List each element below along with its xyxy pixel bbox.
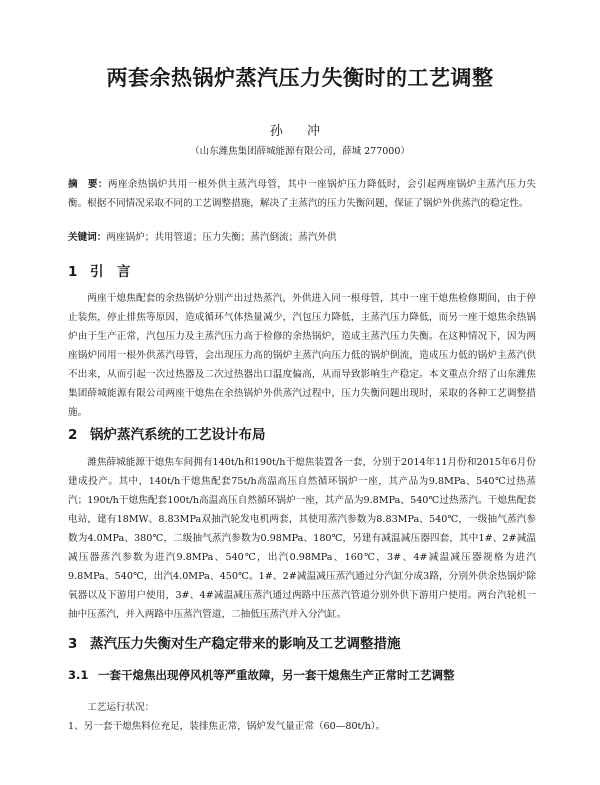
section-2-heading (68, 423, 266, 443)
subsection-number: 3.1 (68, 668, 89, 682)
paper-title: 两套余热锅炉蒸汽压力失衡时的工艺调整 (106, 66, 494, 90)
section-1-body: 两座干熄焦配套的余热锅炉分别产出过热蒸汽，外供进入同一根母管，其中一座干熄焦检修期间，由于停止装焦，停止排焦等原因，造成循环气体热量减少，汽包压力降低，主蒸汽压力降低，而另一座干熄焦余热锅炉由于生产正常，汽包压力及主蒸汽压力高于检修的余热锅炉，造成主蒸汽压力失衡。在这种情况下，因为两座锅炉同用一根外供蒸汽母管，会出现压力高的锅炉主蒸汽向压力低的锅炉倒流，造成压力低的锅炉主蒸汽供不出来，从而引起一次过热器及二次过热器出口温度偏高，从而导致影响生产稳定。本文重点介绍了山东潍焦集团薛城能源有限公司两座干熄焦在余热锅炉外供蒸汽过程中，压力失衡问题出现时，采取的各种工艺调整措施。 (68, 293, 536, 418)
section-title: 引 言 (90, 264, 131, 280)
abstract-text: 两座余热锅炉共用一根外供主蒸汽母管，其中一座锅炉压力降低时，会引起两座锅炉主蒸汽压力失衡。根据不同情况采取不同的工艺调整措施，解决了主蒸汽的压力失衡问题，保证了锅炉外供蒸汽的稳定性。 (68, 179, 537, 209)
keywords (68, 228, 536, 247)
section-title: 蒸汽压力失衡对生产稳定带来的影响及工艺调整措施 (90, 636, 401, 652)
process-status-label: 工艺运行状况： (87, 702, 155, 713)
keywords-text: 两座锅炉；共用管道；压力失衡；蒸汽倒流；蒸汽外供 (106, 232, 337, 243)
abstract (68, 175, 536, 213)
section-number: 2 (68, 427, 78, 443)
section-1-heading (68, 260, 131, 280)
section-3-heading (68, 632, 401, 652)
process-item-1: 1、另一套干熄焦料位充足，装排焦正常，锅炉发气量正常（60—80t/h）。 (68, 721, 386, 732)
section-2-body: 潍焦薛城能源干熄焦车间拥有140t/h和190t/h干熄焦装置各一套，分别于2014年11月份和2015年6月份建成投产。其中，140t/h干熄焦配套75t/h高温高压自然循环锅炉一座，其产品为9.8MPa、540℃过热蒸汽；190t/h干熄焦配套100t/h高温高压自然循环锅炉一座，其产品为9.8MPa、540℃过热蒸汽。干熄焦配套电站，建有18MW、8.83MPa双抽汽轮发电机两套，其使用蒸汽参数为8.83MPa、540℃，一级抽气蒸汽参数为4.0MPa、380℃，二级抽气蒸汽参数为0.98MPa、180℃，另建有减温减压器四套，其中1#、2#减温减压器蒸汽参数为进汽9.8MPa、540℃，出汽0.98MPa、160℃，3#、4#减温减压器规格为进汽9.8MPa、540℃，出汽4.0MPa、450℃。1#、2#减温减压蒸汽通过分汽缸分成3路，分别外供余热锅炉除氧器以及下游用户使用，3#、4#减温减压蒸汽通过两路中压蒸汽管道分别外供下游用户使用。两台汽轮机一抽中压蒸汽，并入两路中压蒸汽管道，二抽低压蒸汽并入分汽缸。 (68, 457, 536, 620)
keywords-label: 关键词： (68, 232, 107, 243)
author-affiliation: （山东潍焦集团薛城能源有限公司，薛城 277000） (190, 146, 410, 157)
author-name: 孙 冲 (269, 124, 331, 139)
section-title: 锅炉蒸汽系统的工艺设计布局 (90, 427, 266, 443)
subsection-3-1-heading (68, 667, 455, 683)
section-number: 3 (68, 636, 78, 652)
abstract-label: 摘 要： (68, 179, 108, 190)
section-number: 1 (68, 264, 78, 280)
subsection-title: 一套干熄焦出现停风机等严重故障，另一套干熄焦生产正常时工艺调整 (98, 668, 455, 682)
